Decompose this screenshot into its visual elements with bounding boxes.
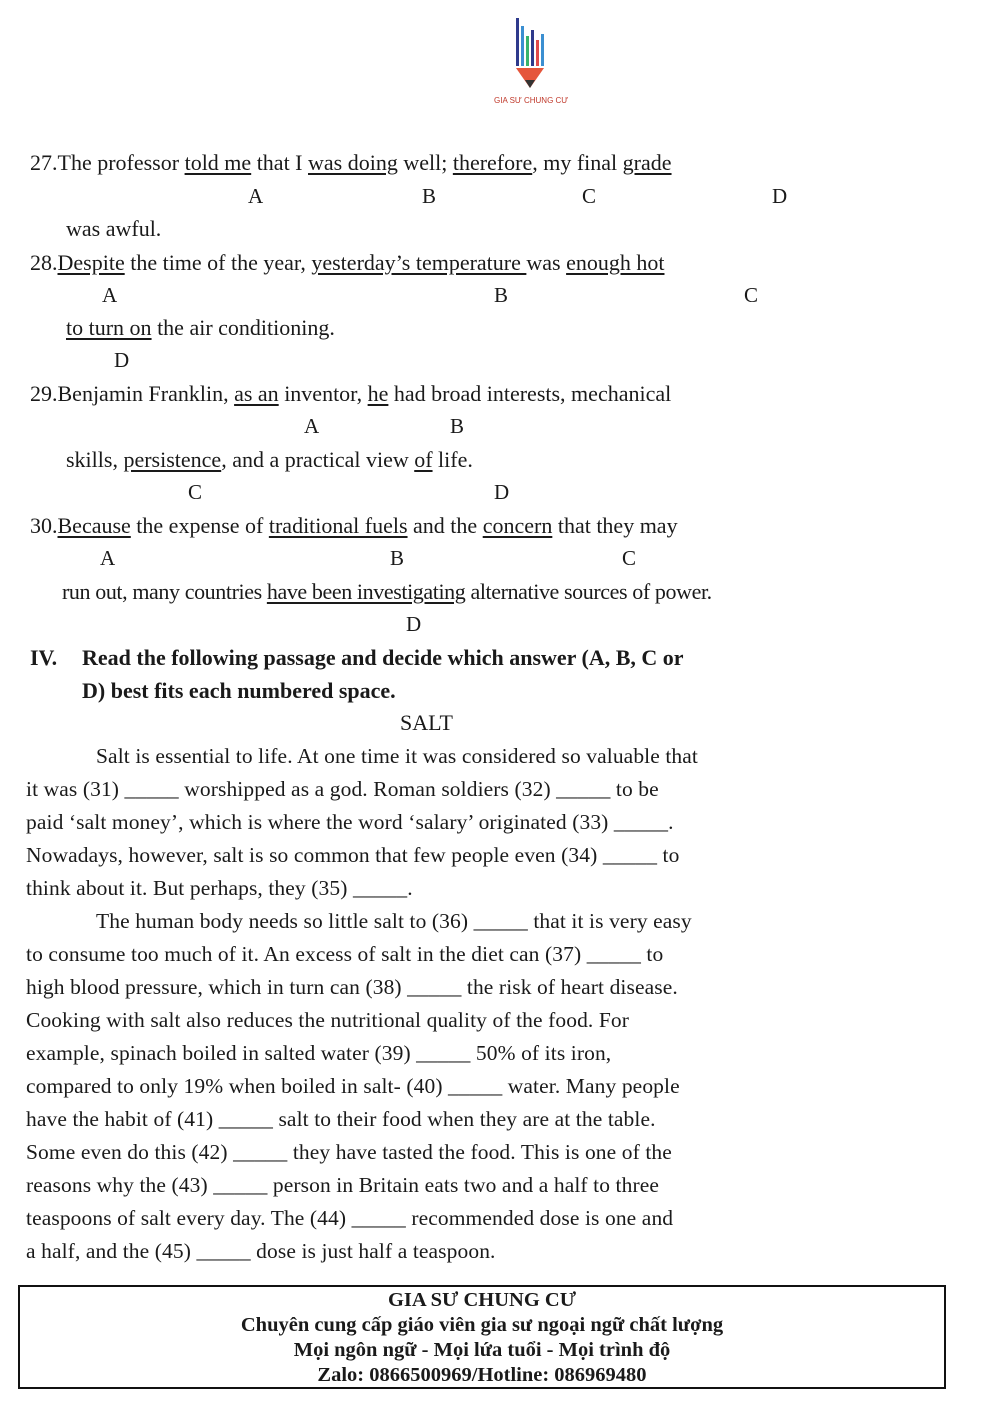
footer-tagline: Chuyên cung cấp giáo viên gia sư ngoại ngữ chất lượng <box>240 1314 724 1336</box>
passage-title: SALT <box>400 710 453 735</box>
label-c: C <box>622 546 637 570</box>
passage-line: high blood pressure, which in turn can (38) _____ the risk of heart disease. <box>26 975 678 999</box>
passage-line: example, spinach boiled in salted water (39) _____ 50% of its iron, <box>26 1041 612 1065</box>
label-c: C <box>582 184 597 208</box>
option-d-text: have been investigating <box>266 579 466 604</box>
passage-line: The human body needs so little salt to (36) _____ that it is very easy <box>96 909 692 933</box>
label-a: A <box>304 414 320 438</box>
option-c-text: concern <box>482 513 553 538</box>
passage-line: think about it. But perhaps, they (35) _____. <box>26 876 413 900</box>
passage-line: paid ‘salt money’, which is where the word ‘salary’ originated (33) _____. <box>26 810 674 834</box>
label-a: A <box>100 546 116 570</box>
option-d-text: grade <box>622 150 672 175</box>
option-b-text: was doing <box>308 150 398 175</box>
question-27-line2: was awful. <box>66 216 162 241</box>
footer-scope: Mọi ngôn ngữ - Mọi lứa tuổi - Mọi trình độ <box>293 1339 671 1361</box>
option-a-text: as an <box>234 381 279 406</box>
label-d: D <box>114 348 130 372</box>
passage-line: it was (31) _____ worshipped as a god. Roman soldiers (32) _____ to be <box>26 777 659 801</box>
option-b-text: traditional fuels <box>268 513 408 538</box>
question-number: 27. <box>30 150 58 175</box>
passage-line: Cooking with salt also reduces the nutritional quality of the food. For <box>26 1008 630 1032</box>
footer-box <box>18 1285 946 1389</box>
question-29: 29.Benjamin Franklin, as an inventor, he had broad interests, mechanical <box>30 381 672 406</box>
question-number: 29. <box>30 381 58 406</box>
footer-brand: GIA SƯ CHUNG CƯ <box>387 1289 577 1311</box>
label-c: C <box>188 480 203 504</box>
option-b-text: yesterday’s temperature <box>311 250 527 275</box>
passage-line: compared to only 19% when boiled in salt- (40) _____ water. Many people <box>26 1074 680 1098</box>
logo-caption: GIA SƯ CHUNG CƯ <box>494 96 569 105</box>
question-number: 28. <box>30 250 58 275</box>
section-number: IV. <box>30 645 58 670</box>
footer-contact: Zalo: 0866500969/Hotline: 086969480 <box>317 1364 647 1386</box>
label-b: B <box>422 184 437 208</box>
passage-line: Some even do this (42) _____ they have tasted the food. This is one of the <box>26 1140 672 1164</box>
question-30: 30.Because the expense of traditional fuels and the concern that they may <box>30 513 678 538</box>
option-c-text: therefore <box>452 150 533 175</box>
option-c-text: persistence <box>123 447 222 472</box>
passage-line: to consume too much of it. An excess of salt in the diet can (37) _____ to <box>26 942 664 966</box>
option-c-text: enough hot <box>566 250 665 275</box>
label-b: B <box>450 414 465 438</box>
question-27: 27.The professor told me that I was doing well; therefore, my final grade <box>30 150 672 175</box>
option-d-text: of <box>414 447 433 472</box>
label-b: B <box>494 283 509 307</box>
label-c: C <box>744 283 759 307</box>
label-d: D <box>772 184 788 208</box>
question-29-line2: skills, persistence, and a practical view of life. <box>66 447 473 472</box>
label-d: D <box>406 612 422 636</box>
passage-line: Nowadays, however, salt is so common that few people even (34) _____ to <box>26 843 680 867</box>
section-heading-line2: D) best fits each numbered space. <box>82 678 396 703</box>
question-number: 30. <box>30 513 58 538</box>
question-28-line2: to turn on the air conditioning. <box>66 315 335 340</box>
option-d-text: to turn on <box>66 315 152 340</box>
passage-line: a half, and the (45) _____ dose is just half a teaspoon. <box>26 1239 496 1263</box>
question-30-line2: run out, many countries have been investigating alternative sources of power. <box>62 579 712 604</box>
section-heading-line1: Read the following passage and decide which answer (A, B, C or <box>82 645 684 670</box>
question-28: 28.Despite the time of the year, yesterday’s temperature was enough hot <box>30 250 665 275</box>
label-a: A <box>102 283 118 307</box>
passage-line: teaspoons of salt every day. The (44) _____ recommended dose is one and <box>26 1206 674 1230</box>
option-a-text: Because <box>57 513 131 538</box>
passage-line: reasons why the (43) _____ person in Britain eats two and a half to three <box>26 1173 660 1197</box>
label-a: A <box>248 184 264 208</box>
label-d: D <box>494 480 510 504</box>
logo <box>488 12 578 112</box>
option-b-text: he <box>367 381 389 406</box>
option-a-text: told me <box>184 150 252 175</box>
passage-line: Salt is essential to life. At one time it was considered so valuable that <box>96 744 699 768</box>
label-b: B <box>390 546 405 570</box>
passage-line: have the habit of (41) _____ salt to their food when they are at the table. <box>26 1107 656 1131</box>
option-a-text: Despite <box>57 250 125 275</box>
